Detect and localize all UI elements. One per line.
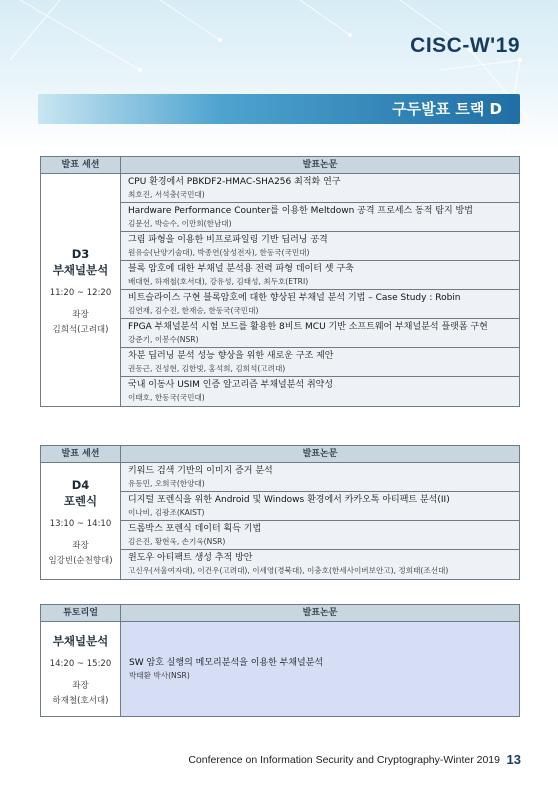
table-header — [41, 605, 519, 622]
paper-row — [121, 521, 519, 550]
track-title: 구두발표 트랙 D — [392, 100, 502, 118]
paper-title: 키워드 검색 기반의 이미지 증거 분석 — [128, 466, 273, 476]
header-tutorial: 튜토리얼 — [41, 605, 121, 621]
paper-title: 블록 암호에 대한 부채널 분석용 전력 파형 데이터 셋 구축 — [128, 264, 354, 274]
paper-title: Hardware Performance Counter를 이용한 Meltdown 공격 프로세스 동적 탐지 방법 — [128, 206, 473, 216]
paper-row — [121, 550, 519, 579]
header-session: 발표 세션 — [41, 446, 121, 462]
session-table-d4 — [40, 445, 520, 580]
network-lines-decoration — [0, 0, 558, 150]
table-header — [41, 157, 519, 174]
paper-authors: 유동민, 오희국(한양대) — [128, 479, 205, 488]
tutorial-title: SW 암호 실행의 메모리분석을 이용한 부채널분석 — [129, 658, 324, 668]
paper-row — [121, 348, 519, 377]
paper-authors: 김은진, 황현욱, 손기욱(NSR) — [128, 537, 226, 546]
track-title-banner — [38, 94, 520, 124]
chair-label: 좌장 — [72, 680, 89, 691]
tutorial-info — [41, 622, 121, 716]
paper-authors: 강준기, 이봉수(NSR) — [128, 335, 199, 344]
paper-row — [121, 290, 519, 319]
tutorial-name: 부채널분석 — [52, 633, 109, 648]
tutorial-table — [40, 604, 520, 717]
chair-name: 하재철(호서대) — [52, 695, 109, 706]
paper-authors: 김연재, 김수진, 한재승, 한동국(국민대) — [128, 306, 259, 315]
paper-title: FPGA 부채널분석 시험 보드를 활용한 8비트 MCU 기반 소프트웨어 부채널분석 플랫폼 구현 — [128, 322, 488, 332]
paper-row — [121, 463, 519, 492]
paper-authors: 최호진, 서석충(국민대) — [128, 190, 205, 199]
paper-row — [121, 174, 519, 203]
session-code: D3 — [71, 246, 90, 261]
paper-title: 윈도우 아티팩트 생성 추적 방안 — [128, 553, 253, 563]
paper-title: 국내 이동사 USIM 인증 알고리즘 부채널분석 취약성 — [128, 380, 334, 390]
session-info — [41, 174, 121, 406]
tutorial-presenter: 박태환 박사(NSR) — [129, 671, 190, 680]
session-table-d3 — [40, 156, 520, 407]
session-code: D4 — [71, 477, 90, 492]
conference-brand: CISC-W'19 — [410, 34, 520, 57]
paper-title: CPU 환경에서 PBKDF2-HMAC-SHA256 최적화 연구 — [128, 177, 341, 187]
paper-row — [121, 319, 519, 348]
paper-authors: 원유승(난양기술대), 박종연(삼성전자), 한동국(국민대) — [128, 248, 310, 257]
paper-authors: 이태호, 한동국(국민대) — [128, 393, 205, 402]
tutorial-content — [121, 622, 519, 716]
page-footer — [0, 752, 558, 770]
paper-row — [121, 203, 519, 232]
paper-row — [121, 261, 519, 290]
paper-authors: 김문선, 박승수, 이만희(한남대) — [128, 219, 232, 228]
paper-title: 드롭박스 포렌식 데이터 획득 기법 — [128, 524, 262, 534]
paper-authors: 이나비, 김광조(KAIST) — [128, 508, 205, 517]
paper-title: 그림 파형을 이용한 비프로파일링 기반 딥러닝 공격 — [128, 235, 328, 245]
paper-title: 차분 딥러닝 분석 성능 향상을 위한 새로운 구조 제안 — [128, 351, 334, 361]
header-papers: 발표논문 — [302, 160, 338, 170]
session-info — [41, 463, 121, 579]
footer-conference: Conference on Information Security and Cryptography-Winter 2019 — [188, 754, 500, 766]
page-number: 13 — [506, 752, 521, 767]
paper-row — [121, 492, 519, 521]
paper-authors: 권동근, 진성현, 김한빛, 홍석희, 김희석(고려대) — [128, 364, 286, 373]
tutorial-time: 14:20 ~ 15:20 — [49, 658, 112, 669]
paper-authors: 고신우(서울여자대), 이건우(고려대), 이세영(경북대), 이충호(한세사이버보안고), 정희태(조선대) — [128, 566, 449, 575]
session-name: 부채널분석 — [52, 262, 109, 277]
chair-label: 좌장 — [72, 540, 89, 551]
header-papers: 발표논문 — [302, 608, 338, 618]
paper-title: 디지털 포렌식을 위한 Android 및 Windows 환경에서 카카오톡 아티팩트 분석(II) — [128, 495, 450, 505]
paper-row — [121, 377, 519, 406]
chair-name: 임강빈(순천향대) — [48, 555, 113, 566]
header-papers: 발표논문 — [302, 449, 338, 459]
session-time: 13:10 ~ 14:10 — [49, 518, 112, 529]
chair-name: 김희석(고려대) — [52, 324, 109, 335]
paper-list — [121, 174, 519, 406]
header-session: 발표 세션 — [41, 157, 121, 173]
session-name: 포렌식 — [63, 493, 98, 508]
paper-row — [121, 232, 519, 261]
chair-label: 좌장 — [72, 309, 89, 320]
paper-authors: 배대현, 하재철(호서대), 강유성, 김태성, 최두호(ETRI) — [128, 277, 309, 286]
table-header — [41, 446, 519, 463]
session-time: 11:20 ~ 12:20 — [49, 287, 112, 298]
paper-title: 비트슬라이스 구현 블록암호에 대한 향상된 부채널 분석 기법 – Case Study : Robin — [128, 293, 461, 303]
paper-list — [121, 463, 519, 579]
